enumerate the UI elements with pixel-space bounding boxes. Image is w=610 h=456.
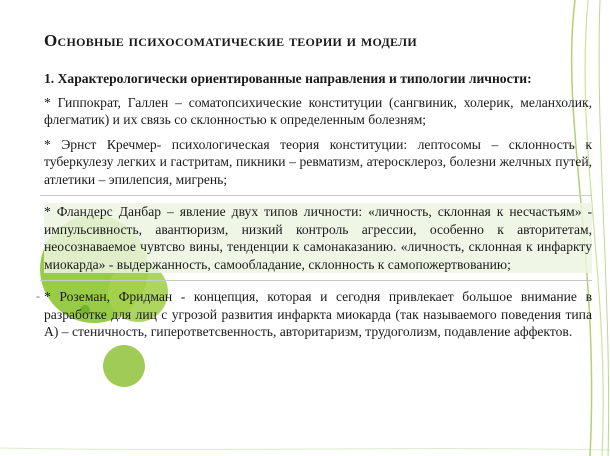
bullet-marker: - <box>36 289 40 303</box>
paragraph-dunbar: * Фландерс Данбар – явление двух типов личности: «личность, склонная к несчастьям» - импульсивность, авантюризм, низкий контроль агрессии, особенно к авторитетам, неосознаваемое чувтсво вины, тенденции к самонаказанию. «личность, склонная к инфаркту миокарда» - выдержанность, самообладание, склонность к самопожертвованию; <box>44 204 592 272</box>
slide-content <box>36 70 592 348</box>
paragraph-rosenman-friedman-text: * Роземан, Фридман - концепция, которая и сегодня привлекает большое внимание в разработке для лиц с угрозой развития инфаркта миокарда (так называемого поведения типа А) – стеничность, гиперответсвенность, авторитаризм, трудоголизм, подавление аффектов. <box>44 289 592 339</box>
slide-title: Основные психосоматические теории и модели <box>44 31 418 50</box>
divider <box>40 195 592 196</box>
paragraph-rosenman-friedman <box>36 288 592 341</box>
section-heading: 1. Характерологически ориентированные направления и типологии личности: <box>44 71 532 86</box>
paragraph-hippocrates: * Гиппократ, Галлен – соматопсихические конституции (сангвиник, холерик, меланхолик, флегматик) и их связь со склонностью к определенным болезням; <box>44 94 592 127</box>
paragraph-kretschmer: * Эрнст Кречмер- психологическая теория конституции: лептосомы – склонность к туберкулезу легких и гастритам, пикники – ревматизм, атеросклероз, болезни желчных путей, атлетики – эпилепсия, мигрень; <box>44 136 592 187</box>
divider <box>40 280 592 281</box>
green-circle-icon <box>103 345 145 387</box>
